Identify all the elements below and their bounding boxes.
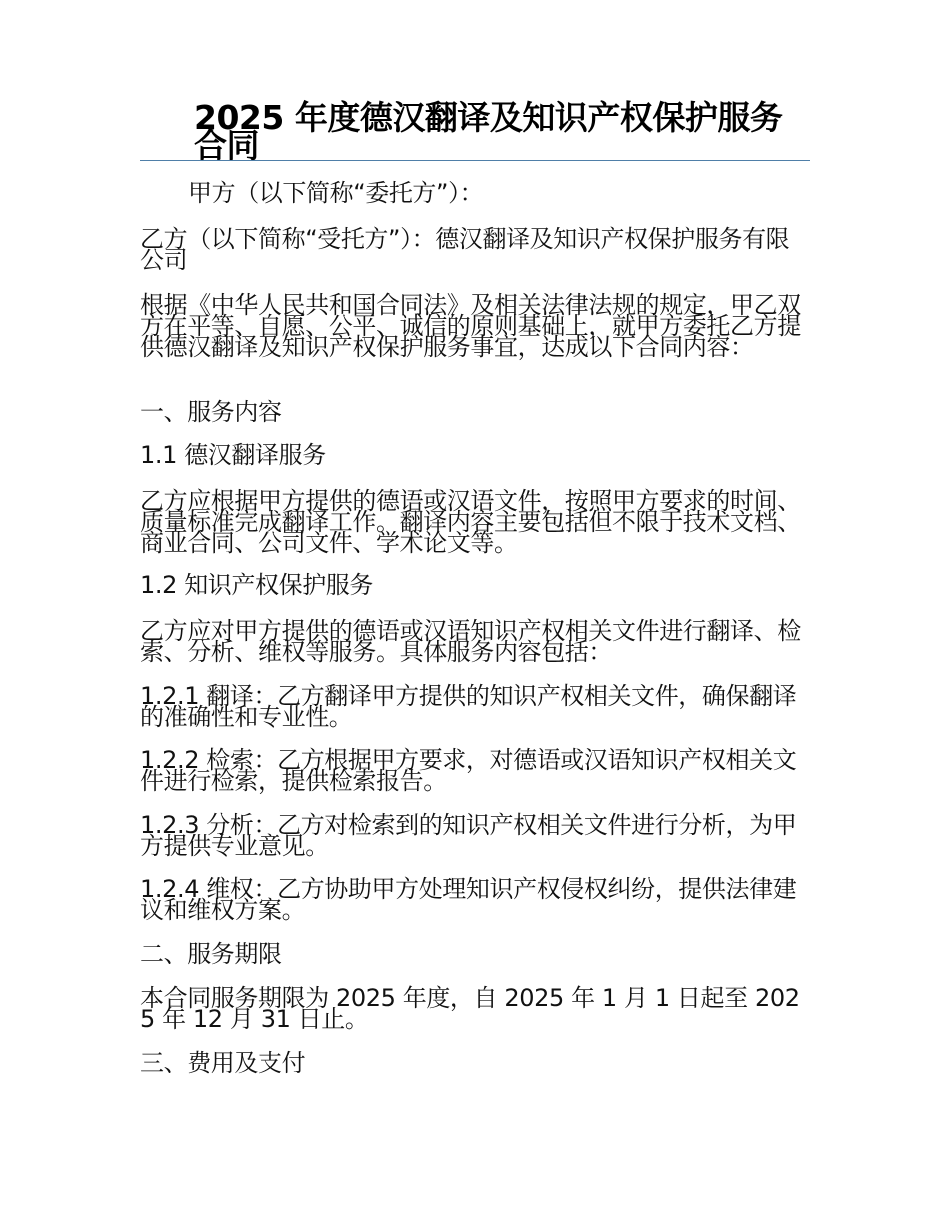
clause-1-2-body: 乙方应对甲方提供的德语或汉语知识产权相关文件进行翻译、检索、分析、维权等服务。具体服务内容包括： xyxy=(140,617,801,666)
clause-1-2-4: 1.2.4 维权：乙方协助甲方处理知识产权侵权纠纷，提供法律建议和维权方案。 xyxy=(140,875,797,924)
clause-1-2-3: 1.2.3 分析：乙方对检索到的知识产权相关文件进行分析，为甲方提供专业意见。 xyxy=(140,811,797,860)
clause-1-1-heading: 1.1 德汉翻译服务 xyxy=(140,441,326,469)
section-2-heading: 二、服务期限 xyxy=(140,940,282,968)
party-b-line: 乙方（以下简称“受托方”）：德汉翻译及知识产权保护服务有限公司 xyxy=(140,225,790,274)
clause-1-2-heading: 1.2 知识产权保护服务 xyxy=(140,571,373,599)
clause-1-2-2: 1.2.2 检索：乙方根据甲方要求，对德语或汉语知识产权相关文件进行检索，提供检索报告。 xyxy=(140,746,797,795)
preamble-paragraph: 根据《中华人民共和国合同法》及相关法律法规的规定，甲乙双方在平等、自愿、公平、诚信的原则基础上，就甲方委托乙方提供德汉翻译及知识产权保护服务事宜，达成以下合同内容： xyxy=(140,291,801,361)
document-title: 2025 年度德汉翻译及知识产权保护服务合同 xyxy=(194,98,783,165)
party-a-line: 甲方（以下简称“委托方”）： xyxy=(188,179,484,207)
section-1-heading: 一、服务内容 xyxy=(140,398,282,426)
clause-1-1-body: 乙方应根据甲方提供的德语或汉语文件，按照甲方要求的时间、质量标准完成翻译工作。翻译内容主要包括但不限于技术文档、商业合同、公司文件、学术论文等。 xyxy=(140,487,801,557)
title-underline xyxy=(140,160,810,161)
section-3-heading: 三、费用及支付 xyxy=(140,1049,306,1077)
clause-1-2-1: 1.2.1 翻译：乙方翻译甲方提供的知识产权相关文件，确保翻译的准确性和专业性。 xyxy=(140,682,797,731)
section-2-body: 本合同服务期限为 2025 年度，自 2025 年 1 月 1 日起至 2025 年 12 月 31 日止。 xyxy=(140,984,800,1033)
